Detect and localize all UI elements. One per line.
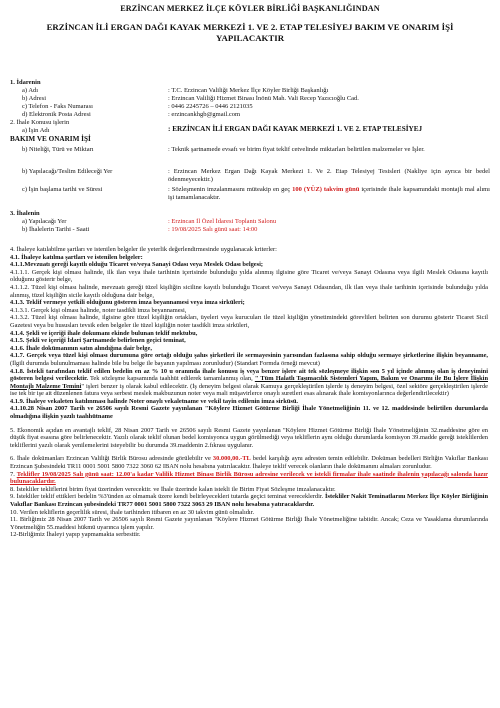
idare-phone-value: : 0446 2245726 – 0446 2121035 — [168, 103, 253, 110]
p8: 8. İstekliler tekliflerini birim fiyat üzerinden verecektir. ve İhale üzerinde kalan istekli ile Birim Fiyat Sözleşme imzalanacaktır. — [10, 485, 336, 493]
p4-1-8 — [10, 368, 488, 398]
p4-1-5: 4.1.5. Şekli ve içeriği İdari Şartnamede belirlenen geçici teminat, — [10, 337, 186, 345]
p4-1-7 — [10, 352, 488, 367]
p4-1-3-1: 4.1.3.1. Gerçek kişi olması halinde, noter tasdikli imza beyannamesi, — [10, 306, 187, 314]
idare-address-label: b) Adresi — [22, 95, 47, 102]
p9-bold: İstekliler Nakit Teminatlarını Merkez İlçe Köyler Birliğinin Vakıflar Bankası Erzincan şubesindeki TR77 0001 5001 5800 7322 3063 29 IBAN nolu hesabına yatıracaklardır. — [10, 493, 489, 508]
p4-1-1: 4.1.1.Mevzuatı gereği kayıtlı olduğu Ticaret ve/veya Sanayi Odası veya Meslek Odası belgesi; — [10, 261, 264, 269]
start-date-text-end: içerisinde ihale kapsamındaki montajlı mal alımı işi tamamlanacaktır. — [168, 186, 490, 201]
p4-1-8-text: Tek sözleşme kapsamında taahhüt edilerek tamamlanmış olan, — [87, 375, 255, 383]
p4-1-8-similar-works: " Tüm Halatlı Taşımacılık Sistemleri Yapım, Bakım ve Onarımı ile Bu İşlere İlişkin Montajlı Malzeme Temini — [10, 375, 488, 390]
work-name-label: a) İşin Adı — [22, 127, 50, 134]
document-title-line2: YAPILACAKTIR — [215, 33, 285, 43]
p6-text-end: bedel karşılığı aynı adresten temin edilebilir. Doküman bedelleri Birliğin Vakıflar Bankası Erzincan Şubesindeki TR11 0001 5001 5800 7322 3060 62 IBAN nolu hesabına yatırılacaktır. İhaleye teklif verecek olanların ihale dokümanını almaları zorunludur. — [10, 455, 489, 471]
document-fee: 30.000,00.-TL — [212, 455, 251, 463]
p4-1-8-text-end: " işleri benzer iş olarak kabul edilecektir. (İş deneyim belgesi olarak Kamuya gerçekleştirilen işlerde iş deneyim belgesi, özel sektöre gerçekleştirilen işlerde ise tek bir işe ait düzenlenen fatura veya serbest meslek makbuzunun noter veya mali müşavirlerce onaylı suretleri esas alınarak ihale komisyonlarınca değerlendirilecektir) — [10, 382, 489, 398]
tender-date-value: : 19/08/2025 Salı günü saat: 14:00 — [168, 226, 258, 233]
duration-highlight: 100 (YÜZ) takvim günü — [292, 186, 360, 193]
p6 — [10, 455, 488, 470]
document-title-line1: ERZİNCAN İLİ ERGAN DAĞI KAYAK MERKEZİ 1. VE 2. ETAP TELESİYEJ BAKIM VE ONARIM İŞİ — [46, 22, 454, 32]
work-type-label: b) Niteliği, Türü ve Miktarı — [22, 146, 94, 153]
idare-email-label: d) Elektronik Posta Adresi — [22, 111, 91, 118]
p4-1-3-2: 4.1.3.2. Tüzel kişi olması halinde, ilgisine göre tüzel kişiliğin ortakları, üyeleri veya kurucuları ile tüzel kişiliğin yönetimindeki görevlileri belirten son durumu gösterir Ticaret Sicil Gazetesi veya bu hususları tevsik eden belgeler ile tüzel kişiliğin noter tasdikli imza sirküleri, — [10, 314, 488, 329]
p4-1-7-text: (İlgili durumda bulunulmaması halinde bile bu belge ile bayanın yapılması zorunludur) (Standart Formda örneği mevcut) — [10, 359, 320, 367]
delivery-place-label: b) Yapılacağı/Teslim Edileceği Yer — [22, 168, 113, 175]
tender-place-label: a) Yapılacağı Yer — [22, 218, 67, 225]
p4-1-7-bold: 4.1.7. Gerçek veya tüzel kişi olması durumuna göre ortağı olduğu şahıs şirketleri ile sermayesinin yarısından fazlasına sahip olduğu sermaye şirketlerine ilişkin beyanname, — [10, 352, 488, 360]
section-ihalenin-heading: 3. İhalenin — [10, 210, 40, 217]
p4-intro: 4. İhaleye katılabilme şartları ve istenilen belgeler ile yeterlik değerlendirmesinde uygulanacak kriterler: — [10, 246, 277, 253]
start-date-value — [168, 186, 490, 202]
organization-header: ERZİNCAN MERKEZ İLÇE KÖYLER BİRLİĞİ BAŞKANLIĞINDAN — [120, 4, 380, 13]
start-date-text: : Sözleşmenin imzalanmasını müteakip en geç — [168, 186, 293, 193]
p5: 5. Ekonomik açıdan en avantajlı teklif, 28 Nisan 2007 Tarih ve 26506 sayılı Resmi Gazete yayınlanan "Köylere Hizmet Götürme Birliği İhale Yönetmeliğinin 32.maddesine göre en düşük fiyat esasına göre belirlenecektir. Yazılı olarak teklif olunan bedel komisyonca uygun görülmediği veya tekliflerin aynı olduğu durumlarda komisyon 39.madde gereği isteklilerden tekliflerini yazılı olarak yenilemelerini isteyebilir bu durumda 39.maddenin 2.fıkrası uygulanır. — [10, 426, 488, 449]
section-idare-heading: 1. İdarenin — [10, 79, 41, 86]
delivery-place-value: : Erzincan Merkez Ergan Dağı Kayak Merkezi 1. Ve 2. Etap Telesiyej Tesisleri (Nakliye için ayrıca bir bedel ödenmeyecektir.) — [168, 168, 490, 183]
p4-1: 4.1. İhaleye katılma şartları ve istenilen belgeler: — [10, 253, 143, 261]
document-title — [0, 22, 500, 44]
conditions-body — [10, 246, 488, 539]
p12: 12-Birliğimiz İhaleyi yapıp yapmamakta serbesttir. — [10, 531, 141, 539]
p4-1-10: 4.1.10.28 Nisan 2007 Tarih ve 26506 sayılı Resmi Gazete yayınlanan "Köylere Hizmet Götürme Birliği İhale Yönetmeliğinin 11. ve 12. maddesinde belirtilen durumlarda olmadığına ilişkin yazılı taahhütname — [10, 405, 488, 421]
p7 — [10, 471, 488, 486]
p4-1-9: 4.1.9. İhaleye vekaleten katılınması halinde Noter onaylı vekaletname ve vekil tayin edilenin imza sirküsü. — [10, 397, 298, 405]
p11: 11. Birliğimiz 28 Nisan 2007 Tarih ve 26506 sayılı Resmi Gazete yayınlanan "Köylere Hizmet Götürme Birliği İhale Yönetmeliğine tabiidir. Ancak; Ceza ve Yasaklama durumlarında Yönetmeliğin 55.maddesi hükmü uyarınca işlem yapılır. — [10, 516, 488, 531]
tender-place-value: : Erzincan İl Özel İdaresi Toplantı Salonu — [168, 218, 277, 225]
start-date-label: c) İşin başlama tarihi ve Süresi — [22, 186, 103, 193]
idare-name-label: a) Adı — [22, 87, 39, 94]
p9-text: 9. İstekliler teklif ettikleri bedelin %3'ünden az olmamak üzere kendi belirleyecekleri tutarda geçici teminat vereceklerdir. — [10, 493, 325, 501]
p4-1-6: 4.1.6. İhale dokümanının satın alındığına dair belge, — [10, 344, 152, 352]
idare-address-value: : Erzincan Valiliği Hizmet Binası İnönü Mah. Vali Recep Yazıcıoğlu Cad. — [168, 95, 359, 102]
p4-1-4: 4.1.4. Şekli ve içeriği ihale dokumanı ekinde bulunan teklif mektubu, — [10, 329, 198, 337]
idare-name-value: : T.C. Erzincan Valiliği Merkez İlçe Köyler Birliği Başkanlığı — [168, 87, 329, 94]
p7-number: 7. — [10, 470, 17, 478]
tender-date-label: b) İhalelerin Tarihi - Saati — [22, 226, 90, 233]
p4-1-3: 4.1.3. Teklif vermeye yetkili olduğunu gösteren imza beyannamesi veya imza sirküleri; — [10, 299, 245, 307]
p10: 10. Verilen tekliflerin geçerlilik süresi, ihale tarihinden itibaren en az 30 takvim günü olmalıdır. — [10, 508, 255, 516]
idare-email-value: : erzincankhgb@gmail.com — [168, 111, 241, 118]
work-name-value: : ERZİNCAN İLİ ERGAN DAĞI KAYAK MERKEZİ 1. VE 2. ETAP TELESİYEJ — [168, 125, 423, 133]
p4-1-1-2: 4.1.1.2. Tüzel kişi olması halinde, mevzuatı gereği tüzel kişiliğin siciline kayıtlı bulunduğu Ticaret ve/veya Sanayi Odasından, ilk ilan veya ihale tarihinin içerisinde bulunduğu yılda alınmış, tüzel kişiliğin sicile kayıtlı olduğuna dair belge, — [10, 283, 488, 299]
p6-text: 6. İhale dokümanları Erzincan Valiliği Birlik Bürosu adresinde görülebilir ve — [10, 455, 213, 463]
work-type-value: : Teknik şartnamede evsafı ve birim fiyat teklif cetvelinde miktarları belirtilen malzemeler ve İşler. — [168, 146, 425, 153]
p4-1-8-bold: 4.1.8. İstekli tarafından teklif edilen bedelin en az % 10 u oranında ihale konusu iş veya benzer işlere ait tek sözleşmeye ilişkin son 5 yıl içinde alınmış olan iş deneyimini gösteren belgesi verilecektir. — [10, 367, 488, 383]
idare-phone-label: c) Telefon - Faks Numarası — [22, 103, 93, 110]
section-konu-heading: 2. İhale Konusu işlerin — [10, 119, 70, 126]
p7-deadline: Teklifler 19/08/2025 Salı günü saat: 12.00'a kadar Valilik Hizmet Binası Birlik Bürosu adresine verilecek ve istekli firmalar ihale saatinde ihalenin yapılacağı salonda hazır bulunacaklardır. — [10, 470, 488, 486]
work-name-continuation: BAKIM VE ONARIM İŞİ — [10, 135, 91, 143]
p4-1-1-1: 4.1.1.1. Gerçek kişi olması halinde, ilk ilan veya ihale tarihinin içerisinde bulunduğu yılda alınmış ilgisine göre Ticaret ve/veya Sanayi Odasına veya ilgili Meslek Odasına kayıtlı olduğunu gösterir belge, — [10, 268, 488, 284]
p9 — [10, 493, 488, 508]
